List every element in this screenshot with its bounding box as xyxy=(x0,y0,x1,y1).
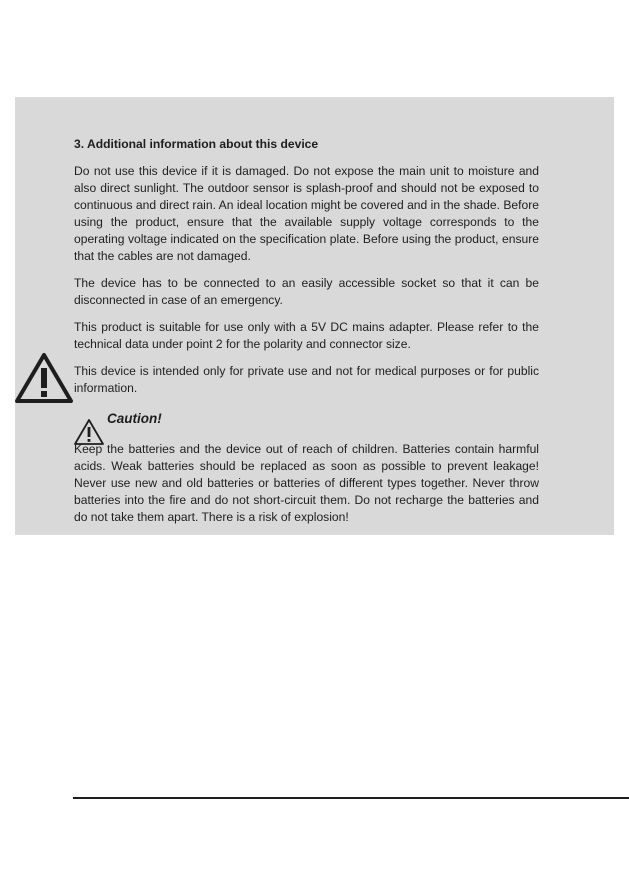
paragraph-socket: The device has to be connected to an easily accessible socket so that it can be disconnected in case of an emergency. xyxy=(74,276,539,307)
section-content xyxy=(74,135,539,407)
section-title: 3. Additional information about this device xyxy=(74,137,319,151)
caution-title: Caution! xyxy=(107,411,162,426)
footer-rule xyxy=(73,797,629,799)
caution-text: Keep the batteries and the device out of reach of children. Batteries contain harmful acids. Weak batteries should be replaced as soon as possible to prevent leakage! Never use new and old batteries or batteries of different types together. Never throw batteries into the fire and do not short-circuit them. Do not recharge the batteries and do not take them apart. There is a risk of explosion! xyxy=(74,442,539,524)
paragraph-usage: Do not use this device if it is damaged. Do not expose the main unit to moisture and also direct sunlight. The outdoor sensor is splash-proof and should not be exposed to continuous and direct rain. An ideal location might be covered and in the shade. Before using the product, ensure that the available supply voltage corresponds to the operating voltage indicated on the specification plate. Before using the product, ensure that the cables are not damaged. xyxy=(74,164,539,263)
warning-triangle-icon xyxy=(14,352,74,404)
paragraph-adapter: This product is suitable for use only with a 5V DC mains adapter. Please refer to the technical data under point 2 for the polarity and connector size. xyxy=(74,320,539,351)
paragraph-private-use: This device is intended only for private use and not for medical purposes or for public information. xyxy=(74,364,539,395)
